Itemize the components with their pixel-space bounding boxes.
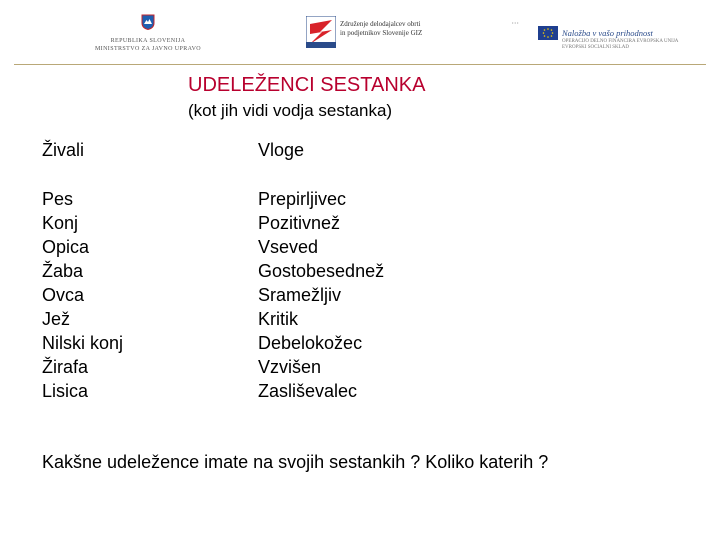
slide-title: UDELEŽENCI SESTANKA bbox=[188, 74, 426, 96]
roles-list bbox=[258, 187, 384, 403]
ministry-line-2: MINISTRSTVO ZA JAVNO UPRAVO bbox=[94, 46, 202, 52]
header-logos bbox=[0, 0, 720, 66]
association-text bbox=[340, 20, 422, 37]
list-item: Pozitivnež bbox=[258, 213, 341, 233]
ministry-logo bbox=[88, 14, 208, 54]
association-mark-icon bbox=[306, 16, 336, 48]
list-item: Konj bbox=[42, 213, 79, 233]
list-item: Lisica bbox=[42, 381, 89, 401]
list-item: Prepirljivec bbox=[258, 189, 347, 209]
eu-stub-text: • • • bbox=[512, 20, 519, 25]
list-item: Pes bbox=[42, 189, 74, 209]
list-item: Kritik bbox=[258, 309, 298, 329]
association-line-1: Združenje delodajalcev obrti bbox=[340, 20, 421, 28]
column-heading-animals: Živali bbox=[42, 140, 85, 160]
list-item: Zasliševalec bbox=[258, 381, 358, 401]
list-item: Nilski konj bbox=[42, 333, 124, 353]
list-item: Debelokožec bbox=[258, 333, 363, 353]
animals-list bbox=[42, 187, 123, 403]
eu-sub-line-1: OPERACIJO DELNO FINANCIRA EVROPSKA UNIJA bbox=[562, 39, 679, 44]
list-item: Sramežljiv bbox=[258, 285, 342, 305]
list-item: Jež bbox=[42, 309, 71, 329]
list-item: Gostobesednež bbox=[258, 261, 385, 281]
list-item: Vseved bbox=[258, 237, 319, 257]
eu-logo-sub bbox=[562, 39, 678, 51]
eu-logo-title: Naložba v vašo prihodnost bbox=[562, 28, 653, 38]
list-item: Žaba bbox=[42, 261, 84, 281]
list-item: Opica bbox=[42, 237, 90, 257]
ministry-line-1: REPUBLIKA SLOVENIJA bbox=[110, 38, 186, 44]
association-line-2: in podjetnikov Slovenije GIZ bbox=[340, 28, 423, 37]
eu-flag-icon bbox=[538, 26, 558, 40]
column-heading-roles: Vloge bbox=[258, 140, 305, 160]
eu-logo bbox=[504, 14, 679, 54]
list-item: Ovca bbox=[42, 285, 85, 305]
eu-sub-line-2: EVROPSKI SOCIALNI SKLAD bbox=[562, 45, 629, 50]
header-divider bbox=[14, 64, 706, 65]
list-item: Žirafa bbox=[42, 357, 89, 377]
discussion-question: Kakšne udeležence imate na svojih sestankih ? Koliko katerih ? bbox=[42, 452, 549, 472]
slide-subtitle: (kot jih vidi vodja sestanka) bbox=[188, 101, 393, 120]
list-item: Vzvišen bbox=[258, 357, 322, 377]
association-logo bbox=[306, 16, 436, 52]
slovenia-crest-icon bbox=[141, 14, 155, 30]
